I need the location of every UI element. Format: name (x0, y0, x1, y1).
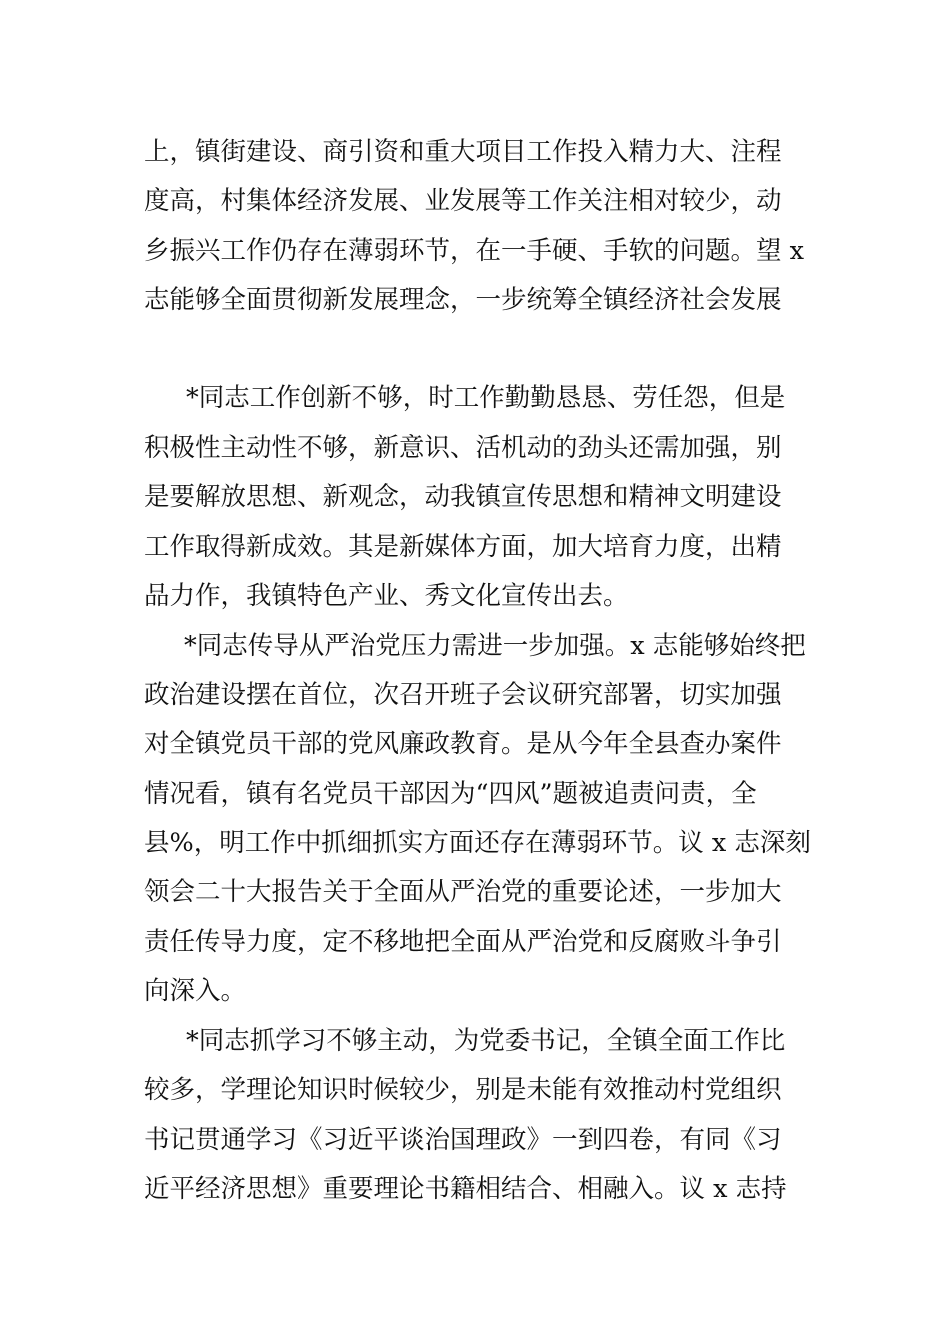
text-line: 责任传导力度，定不移地把全面从严治党和反腐败斗争引 (144, 927, 782, 957)
text-line: 上，镇街建设、商引资和重大项目工作投入精力大、注程 (144, 137, 782, 167)
text-line: 度高，村集体经济发展、业发展等工作关注相对较少，动 (144, 186, 782, 216)
text-line: 近平经济思想》重要理论书籍相结合、相融入。议 x 志持 (144, 1174, 787, 1204)
text-line: *同志工作创新不够，时工作勤勤恳恳、劳任怨，但是 (186, 383, 786, 413)
text-line: 政治建设摆在首位，次召开班子会议研究部署，切实加强 (144, 680, 782, 710)
text-line: 书记贯通学习《习近平谈治国理政》一到四卷，有同《习 (144, 1125, 782, 1155)
text-line: 情况看，镇有名党员干部因为“四风”题被追责问责，全 (144, 779, 757, 809)
text-line: 品力作，我镇特色产业、秀文化宣传出去。 (144, 581, 629, 611)
text-line: 是要解放思想、新观念，动我镇宣传思想和精神文明建设 (144, 482, 782, 512)
text-line: 向深入。 (144, 976, 247, 1006)
text-line: 较多，学理论知识时候较少，别是未能有效推动村党组织 (144, 1075, 782, 1105)
text-line: 县%，明工作中抓细抓实方面还存在薄弱环节。议 x 志深刻 (144, 828, 811, 858)
text-line: 乡振兴工作仍存在薄弱环节，在一手硬、手软的问题。望 x (144, 236, 804, 266)
text-line: *同志抓学习不够主动，为党委书记，全镇全面工作比 (186, 1026, 786, 1056)
text-line: 领会二十大报告关于全面从严治党的重要论述，一步加大 (144, 877, 782, 907)
text-line: 工作取得新成效。其是新媒体方面，加大培育力度，出精 (144, 532, 782, 562)
text-line: 志能够全面贯彻新发展理念，一步统筹全镇经济社会发展 (144, 285, 782, 315)
text-line: *同志传导从严治党压力需进一步加强。x 志能够始终把 (184, 631, 806, 661)
text-line: 积极性主动性不够，新意识、活机动的劲头还需加强，别 (144, 433, 782, 463)
text-line: 对全镇党员干部的党风廉政教育。是从今年全县查办案件 (144, 729, 782, 759)
